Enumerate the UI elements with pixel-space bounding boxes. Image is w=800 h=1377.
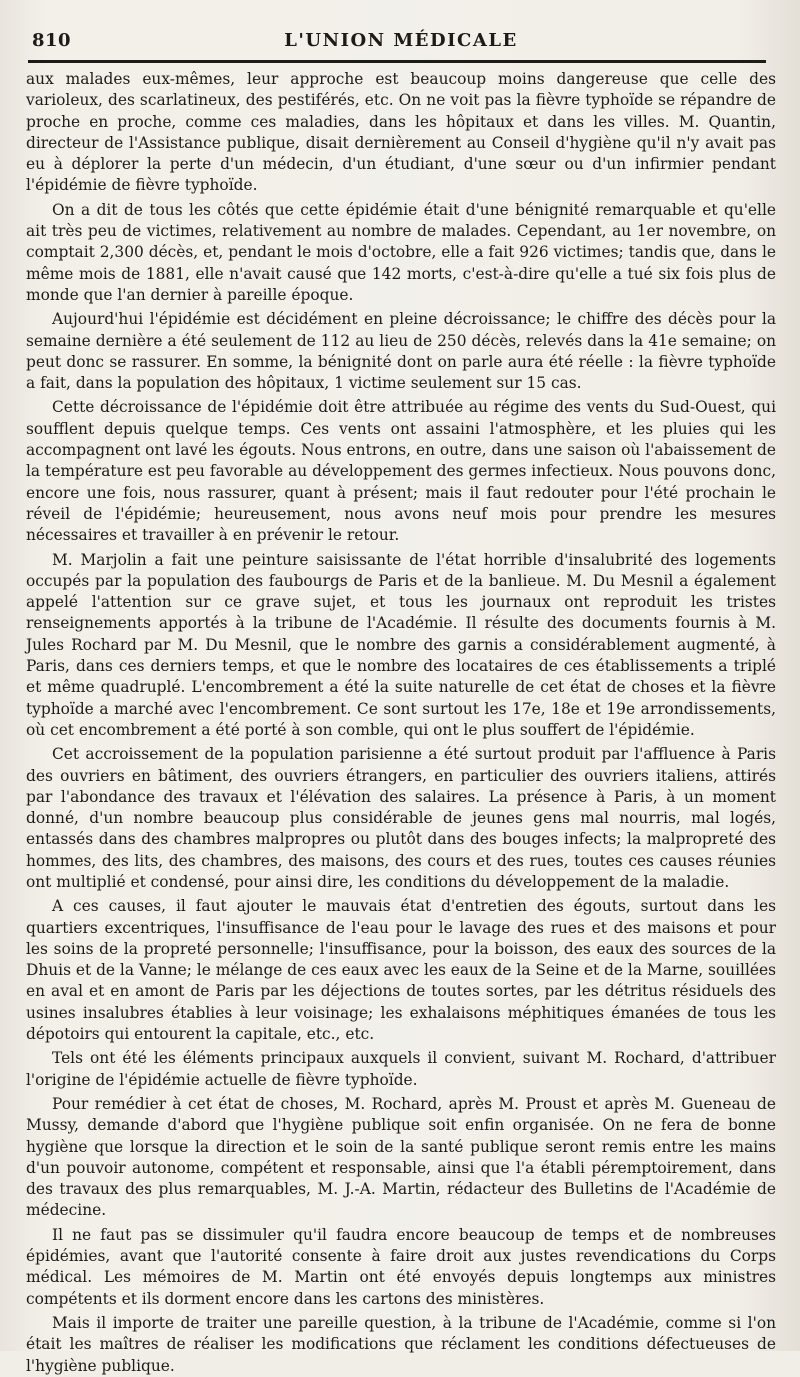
paragraph: On a dit de tous les côtés que cette épidémie était d'une bénignité remarquable et qu'elle ait très peu de victimes, relativement au nombre de malades. Cependant, au 1er novembre, on comptait 2,300 décès, et, pendant le mois d'octobre, elle a fait 926 victimes; tandis que, dans le même mois de 1881, elle n'avait causé que 142 morts, c'est-à-dire qu'elle a tué six fois plus de monde que l'an dernier à pareille époque.	[26, 200, 776, 304]
running-title: L'UNION MÉDICALE	[284, 30, 518, 51]
page-header	[26, 26, 776, 60]
header-rule	[28, 60, 766, 63]
paragraph: aux malades eux-mêmes, leur approche est beaucoup moins dangereuse que celle des varioleux, des scarlatineux, des pestiférés, etc. On ne voit pas la fièvre typhoïde se répandre de proche en proche, comme ces maladies, dans les hôpitaux et dans les villes. M. Quantin, directeur de l'Assistance publique, disait dernièrement au Conseil d'hygiène qu'il n'y avait pas eu à déplorer la perte d'un médecin, d'un étudiant, d'une sœur ou d'un infirmier pendant l'épidémie de fièvre typhoïde.	[26, 70, 776, 195]
paragraph: Cette décroissance de l'épidémie doit être attribuée au régime des vents du Sud-Ouest, qui soufflent depuis quelque temps. Ces vents ont assaini l'atmosphère, et les pluies qui les accompagnent ont lavé les égouts. Nous entrons, en outre, dans une saison où l'abaissement de la température est peu favorable au développement des germes infectieux. Nous pouvons donc, encore une fois, nous rassurer, quant à présent; mais il faut redouter pour l'été prochain le réveil de l'épidémie; heureusement, nous avons neuf mois pour prendre les mesures nécessaires et travailler à en prévenir le retour.	[26, 398, 776, 545]
paragraph: Pour remédier à cet état de choses, M. Rochard, après M. Proust et après M. Gueneau de Mussy, demande d'abord que l'hygiène publique soit enfin organisée. On ne fera de bonne hygiène que lorsque la direction et le soin de la santé publique seront remis entre les mains d'un pouvoir autonome, compétent et responsable, ainsi que l'a établi péremptoirement, dans des travaux des plus remarquables, M. J.-A. Martin, rédacteur des Bulletins de l'Académie de médecine.	[26, 1094, 776, 1220]
paragraph: A ces causes, il faut ajouter le mauvais état d'entretien des égouts, surtout dans les quartiers excentriques, l'insuffisance de l'eau pour le lavage des rues et des maisons et pour les soins de la propreté personnelle; l'insuffisance, pour la boisson, des eaux des sources de la Dhuis et de la Vanne; le mélange de ces eaux avec les eaux de la Seine et de la Marne, souillées en aval et en amont de Paris par les déjections de toutes sortes, par les détritus résiduels des usines insalubres établies à leur voisinage; les exhalaisons méphitiques émanées de tous les dépotoirs qui entourent la capitale, etc., etc.	[26, 897, 776, 1044]
article-body	[26, 69, 776, 1377]
paragraph: Il ne faut pas se dissimuler qu'il faudra encore beaucoup de temps et de nombreuses épidémies, avant que l'autorité consente à faire droit aux justes revendications du Corps médical. Les mémoires de M. Martin ont été envoyés depuis longtemps aux ministres compétents et ils dorment encore dans les cartons des ministères.	[26, 1225, 776, 1308]
paragraph: Aujourd'hui l'épidémie est décidément en pleine décroissance; le chiffre des décès pour la semaine dernière a été seulement de 112 au lieu de 250 décès, relevés dans la 41e semaine; on peut donc se rassurer. En somme, la bénignité dont on parle aura été réelle : la fièvre typhoïde a fait, dans la population des hôpitaux, 1 victime seulement sur 15 cas.	[26, 310, 776, 393]
paragraph: M. Marjolin a fait une peinture saisissante de l'état horrible d'insalubrité des logements occupés par la population des faubourgs de Paris et de la banlieue. M. Du Mesnil a également appelé l'attention sur ce grave sujet, et tous les journaux ont reproduit les tristes renseignements apportés à la tribune de l'Académie. Il résulte des documents fournis à M. Jules Rochard par M. Du Mesnil, que le nombre des garnis a considérablement augmenté, à Paris, dans ces derniers temps, et que le nombre des locataires de ces établissements a triplé et même quadruplé. L'encombrement a été la suite naturelle de cet état de choses et la fièvre typhoïde a marché avec l'encombrement. Ce sont surtout les 17e, 18e et 19e arrondissements, où cet encombrement a été porté à son comble, qui ont le plus souffert de l'épidémie.	[26, 550, 776, 739]
paragraph: Cet accroissement de la population parisienne a été surtout produit par l'affluence à Paris des ouvriers en bâtiment, des ouvriers étrangers, en particulier des ouvriers italiens, attirés par l'abondance des travaux et l'élévation des salaires. La présence à Paris, à un moment donné, d'un nombre beaucoup plus considérable de jeunes gens mal nourris, mal logés, entassés dans des chambres malpropres ou plutôt dans des bouges infects; la malpropreté des hommes, des lits, des chambres, des maisons, des cours et des rues, toutes ces causes réunies ont multiplié et condensé, pour ainsi dire, les conditions du développement de la maladie.	[26, 745, 776, 891]
paragraph: Mais il importe de traiter une pareille question, à la tribune de l'Académie, comme si l'on était les maîtres de réaliser les modifications que réclament les conditions défectueuses de l'hygiène publique.	[26, 1313, 776, 1375]
paragraph: Tels ont été les éléments principaux auxquels il convient, suivant M. Rochard, d'attribuer l'origine de l'épidémie actuelle de fièvre typhoïde.	[26, 1049, 776, 1089]
page-number: 810	[32, 30, 72, 51]
